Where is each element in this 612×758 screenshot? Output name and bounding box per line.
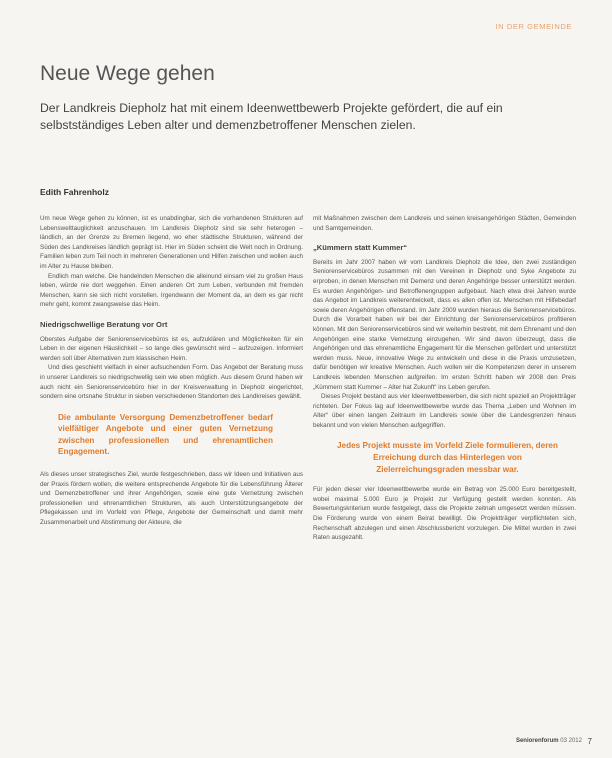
left-paragraph-4: Und dies geschieht vielfach in einer aufsuchenden Form. Das Angebot der Beratung muss in unserer Landkreis so niedrigschwellig sein wie eben möglich. Aus diesem Grund haben wir auch nicht ein Seniorenservicebüro hier in der Kreisverwaltung in Diepholz eingerichtet, sondern eine ortsnahe Struktur in sieben verschiedenen Standorten des Landkreises gewählt.: [40, 364, 303, 401]
left-subhead: Niedrigschwellige Beratung vor Ort: [40, 319, 168, 329]
left-paragraph-1: Um neue Wege gehen zu können, ist es unabdingbar, sich die vorhandenen Strukturen auf Lebenswelttauglichkeit anzuschauen. Im Landkreis Diepholz sind sie sehr heterogen – ländlich, an der Grenze zu Bremen liegend, wo eher städtische Strukturen, während der Süden des Landkreises ländlich geprägt ist. Hier im Süden scheint die Welt noch in Ordnung. Familien leben zum Teil noch in mehreren Generationen und Hilfen zwischen und wollen auch im Alter zu Hause bleiben.: [40, 215, 303, 270]
page-footer: [516, 738, 582, 744]
right-paragraph-2: Bereits im Jahr 2007 haben wir vom Landkreis Diepholz die Idee, den zwei zuständigen Seniorenservicebüros zusammen mit den Vereinen in Diepholz und Syke Angebote zu erproben, in denen Menschen mit Demenz und deren Angehörige besser unterstützt werden. Es wurden Angehörigen- und Betroffenengruppen aufgebaut. Nach etwa drei Jahren wurde das Angebot im Landkreis weiterentwickelt, dass es allen offen ist. Menschen mit Hilfebedarf sowie deren Angehörigen offenstand. Im Jahr 2009 wurden hieraus die Seniorenservicebüros. Durch die Vorarbeit haben wir bei der Einrichtung der Seniorenservicebüros profitieren können. Mit den Seniorenservicebüros sind wir weiterhin bestrebt, mit dem Ehrenamt und den Angehörigen eine starke Vernetzung einzugehen. Wir sind davon überzeugt, dass die Angehörigen und das ehrenamtliche Engagement für die Menschen gefördert und unterstützt werden muss. Neue, innovative Wege zu entwickeln und diese in die Praxis umzusetzen, dafür benötigen wir kreative Menschen. Auch wollen wir die Kompetenzen derer in unserem Landkreis lebenden Menschen aufgreifen. Im ersten Schritt haben wir 2008 den Preis „Kümmern statt Kummer – Alter hat Zukunft“ ins Leben gerufen.: [313, 258, 576, 391]
article-headline: Neue Wege gehen: [40, 62, 215, 85]
section-label: IN DER GEMEINDE: [495, 22, 572, 31]
right-paragraph-1: mit Maßnahmen zwischen dem Landkreis und seinen kreisangehörigen Städten, Gemeinden und Samtgemeinden.: [313, 215, 576, 232]
pull-quote-left: Die ambulante Versorgung Demenzbetroffener bedarf vielfältiger Angebote und einer guten Vernetzung zwischen professionellen und ehrenamtlichen Engagement.: [58, 412, 273, 457]
left-column: [40, 214, 303, 528]
left-paragraph-3: Oberstes Aufgabe der Seniorenservicebüros ist es, aufzuklären und Möglichkeiten für ein Leben in der eigenen Häuslichkeit – so lange dies gewünscht wird – aufzuzeigen. Informiert werden soll über Alternativen zum klassischen Heim.: [40, 335, 303, 362]
right-paragraph-3: Dieses Projekt bestand aus vier Ideenwettbewerben, die sich nicht speziell an Projektträger richteten. Der Fokus lag auf Ideenwettbewerbe wurde das Thema „Leben und Wohnen im Alter“ über einen langen Zeitraum im Landkreis sowie über die Landesgrenzen hinaus bekannt und von vielen Menschen aufgegriffen.: [313, 393, 576, 429]
left-paragraph-5: Als dieses unser strategisches Ziel, wurde festgeschrieben, dass wir Ideen und Initiativen aus der Praxis fördern wollen, die weitere entsprechende Angebote für die Lebensführung Älterer und Demenzbetroffener und ihrer Angehörigen, sowie eine gute Vernetzung zwischen professionellen und ehrenamtlichen Strukturen, als auch Unterstützungsangebote der Pflegekassen und im Vorfeld von Pflege, Angebote der Gemeinschaft und damit mehr Zusammenarbeit und Abstimmung der Akteure, die: [40, 471, 303, 527]
right-subhead: „Kümmern statt Kummer“: [313, 243, 408, 253]
page-number: 7: [587, 737, 592, 746]
right-column: [313, 214, 576, 543]
left-paragraph-2: Endlich man welche. Die handelnden Menschen die alleinund einsam viel zu großen Haus leben, würde nie dort weggehen. Einen anderen Ort zum Leben, verbunden mit fremden Menschen, kann sie sich nicht vorstellen. Irgendwann der Moment da, an dem es gar nicht mehr geht, kommt zwangsweise das Heim.: [40, 272, 303, 309]
author-name: Edith Fahrenholz: [40, 187, 109, 197]
article-deck: Der Landkreis Diepholz hat mit einem Ideenwettbewerb Projekte gefördert, die auf ein selbstständiges Leben alter und demenzbetroffener Menschen zielen.: [40, 101, 503, 132]
right-paragraph-4: Für jeden dieser vier Ideenwettbewerbe wurde ein Betrag von 25.000 Euro bereitgestellt, wobei maximal 5.000 Euro je Projekt zur Verfügung gestellt werden konnten. Als Bewertungskriterium wurde festgelegt, dass die Projekte zeitnah umgesetzt werden müssen. Die Förderung wurde von einem Beirat bewilligt. Die Projektträger verpflichteten sich, Rechenschaft abzulegen und einen Abschlussbericht vorzulegen. Die Mittel wurden in zwei Raten ausgezahlt.: [313, 486, 576, 542]
journal-name: Seniorenforum: [515, 738, 559, 744]
issue-number: 03 2012: [560, 738, 582, 744]
pull-quote-right: Jedes Projekt musste im Vorfeld Ziele formulieren, deren Erreichung durch das Hinterlegen von Zielerreichungsgraden messbar war.: [337, 441, 558, 474]
